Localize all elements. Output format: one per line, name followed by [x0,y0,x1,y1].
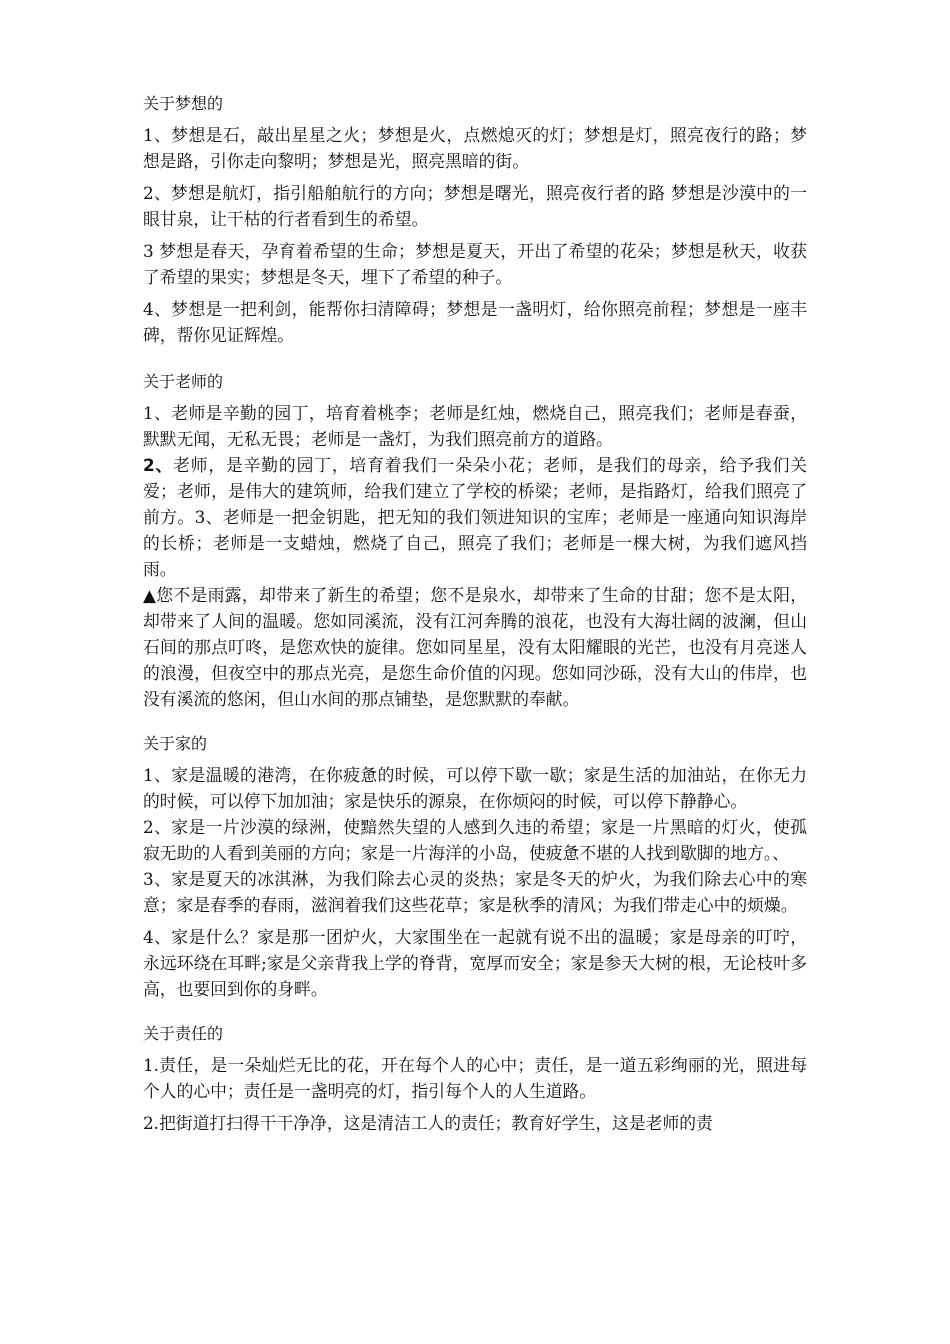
paragraph: 2、梦想是航灯，指引船舶航行的方向；梦想是曙光，照亮夜行者的路 梦想是沙漠中的一眼甘泉，让干枯的行者看到生的希望。 [143,183,807,229]
section-dream [143,92,807,348]
paragraph [143,452,807,582]
section-heading: 关于梦想的 [143,94,224,113]
paragraph: 2.把街道打扫得干干净净，这是清洁工人的责任；教育好学生，这是老师的责 [143,1113,713,1133]
paragraph: 3 梦想是春天，孕育着希望的生命；梦想是夏天，开出了希望的花朵；梦想是秋天，收获了希望的果实；梦想是冬天，埋下了希望的种子。 [143,241,807,287]
section-heading: 关于责任的 [143,1024,224,1043]
paragraph: 4、家是什么？家是那一团炉火，大家围坐在一起就有说不出的温暖；家是母亲的叮咛，永远环绕在耳畔;家是父亲背我上学的脊背，宽厚而安全；家是参天大树的根，无论枝叶多高，也要回到你的身畔。 [143,927,807,999]
paragraph: 1、家是温暖的港湾，在你疲惫的时候，可以停下歇一歇；家是生活的加油站，在你无力的时候，可以停下加加油；家是快乐的源泉，在你烦闷的时候，可以停下静静心。 [143,765,807,811]
paragraph: 1、老师是辛勤的园丁，培育着桃李；老师是红烛，燃烧自己，照亮我们；老师是春蚕，默默无闻，无私无畏；老师是一盏灯，为我们照亮前方的道路。 [143,403,807,449]
paragraph: ▲您不是雨露，却带来了新生的希望；您不是泉水，却带来了生命的甘甜；您不是太阳，却带来了人间的温暖。您如同溪流，没有江河奔腾的浪花，也没有大海壮阔的波澜，但山石间的那点叮咚，是您欢快的旋律。您如同星星，没有太阳耀眼的光芒，也没有月亮迷人的浪漫，但夜空中的那点光亮，是您生命价值的闪现。您如同沙砾，没有大山的伟岸，也没有溪流的悠闲，但山水间的那点铺垫，是您默默的奉献。 [143,585,807,709]
paragraph: 1.责任，是一朵灿烂无比的花，开在每个人的心中；责任，是一道五彩绚丽的光，照进每个人的心中；责任是一盏明亮的灯，指引每个人的人生道路。 [143,1055,807,1101]
paragraph: 3、家是夏天的冰淇淋，为我们除去心灵的炎热；家是冬天的炉火，为我们除去心中的寒意；家是春季的春雨，滋润着我们这些花草；家是秋季的清风；为我们带走心中的烦燥。 [143,869,807,915]
section-teacher [143,370,807,712]
paragraph: 4、梦想是一把利剑，能帮你扫清障碍；梦想是一盏明灯，给你照亮前程；梦想是一座丰碑，帮你见证辉煌。 [143,299,807,345]
paragraph-text: 老师，是辛勤的园丁，培育着我们一朵朵小花；老师，是我们的母亲，给予我们关爱；老师，是伟大的建筑师，给我们建立了学校的桥梁；老师，是指路灯，给我们照亮了前方。3、老师是一把金钥匙，把无知的我们领进知识的宝库；老师是一座通向知识海岸的长桥；老师是一支蜡烛，燃烧了自己，照亮了我们；老师是一棵大树，为我们遮风挡雨。 [143,455,807,579]
section-heading: 关于家的 [143,734,208,753]
section-responsibility [143,1022,807,1136]
paragraph: 1、梦想是石，敲出星星之火；梦想是火，点燃熄灭的灯；梦想是灯，照亮夜行的路；梦想是路，引你走向黎明；梦想是光，照亮黑暗的街。 [143,125,807,171]
section-heading: 关于老师的 [143,372,224,391]
paragraph: 2、家是一片沙漠的绿洲，使黯然失望的人感到久违的希望；家是一片黑暗的灯火，使孤寂无助的人看到美丽的方向；家是一片海洋的小岛，使疲惫不堪的人找到歇脚的地方。、 [143,817,807,863]
section-home [143,732,807,1002]
paragraph-number: 2、 [143,455,174,475]
